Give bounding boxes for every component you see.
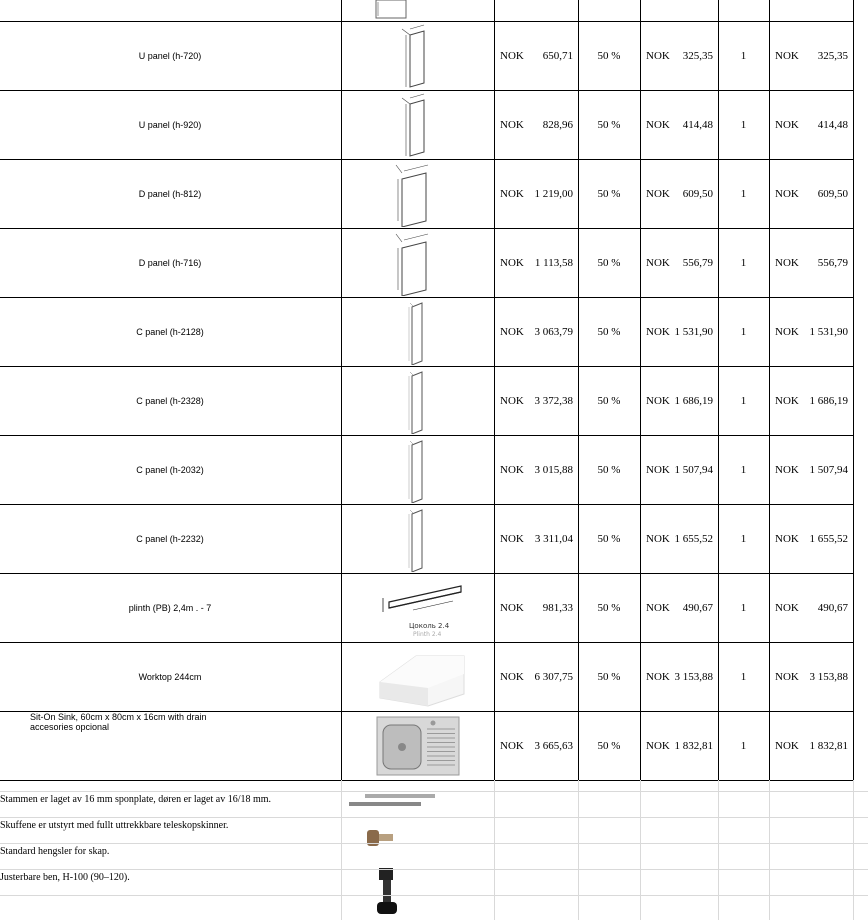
quantity: 1 <box>740 463 747 476</box>
c-panel-image <box>398 437 438 503</box>
discount: 50 % <box>597 532 621 545</box>
discount: 50 % <box>597 739 621 752</box>
currency-label: NOK <box>500 49 524 62</box>
unit-price: 650,71 <box>542 49 573 62</box>
product-image-cell <box>341 21 494 90</box>
grid-line <box>853 780 854 920</box>
unit-price: 3 063,79 <box>534 325 573 338</box>
unit-price: 3 665,63 <box>534 739 573 752</box>
currency-label: NOK <box>500 118 524 131</box>
line-total: 1 832,81 <box>809 739 848 752</box>
table-row <box>0 90 855 159</box>
discounted-price: 490,67 <box>682 601 713 614</box>
sink-image <box>375 715 461 777</box>
currency-label: NOK <box>646 394 670 407</box>
currency-label: NOK <box>500 670 524 683</box>
grid-line <box>0 504 854 505</box>
product-image-cell <box>341 435 494 504</box>
table-row <box>0 366 855 435</box>
c-panel-image <box>398 299 438 365</box>
quantity: 1 <box>740 394 747 407</box>
grid-line <box>769 0 770 780</box>
product-name: C panel (h-2128) <box>136 326 204 337</box>
line-total: 609,50 <box>817 187 848 200</box>
discounted-price: 414,48 <box>682 118 713 131</box>
quantity: 1 <box>740 601 747 614</box>
line-total: 1 531,90 <box>809 325 848 338</box>
grid-line <box>0 869 868 870</box>
grid-line <box>0 843 868 844</box>
currency-label: NOK <box>646 463 670 476</box>
svg-text:Цоколь 2.4: Цоколь 2.4 <box>408 621 449 630</box>
currency-label: NOK <box>500 463 524 476</box>
product-image-cell <box>341 642 494 711</box>
grid-line <box>341 780 342 920</box>
currency-label: NOK <box>646 601 670 614</box>
discounted-price: 3 153,88 <box>674 670 713 683</box>
grid-line <box>0 90 854 91</box>
currency-label: NOK <box>775 256 799 269</box>
unit-price: 3 015,88 <box>534 463 573 476</box>
grid-line <box>0 21 854 22</box>
table-row <box>0 297 855 366</box>
quantity: 1 <box>740 118 747 131</box>
unit-price: 1 219,00 <box>534 187 573 200</box>
discount: 50 % <box>597 187 621 200</box>
grid-line <box>578 0 579 780</box>
line-total: 325,35 <box>817 49 848 62</box>
unit-price: 1 113,58 <box>534 256 573 269</box>
grid-line <box>769 780 770 920</box>
line-total: 1 655,52 <box>809 532 848 545</box>
product-name: Worktop 244cm <box>138 671 202 682</box>
discounted-price: 325,35 <box>682 49 713 62</box>
grid-line <box>0 642 854 643</box>
u-panel-image <box>388 92 448 158</box>
grid-line <box>0 780 854 781</box>
line-total: 1 686,19 <box>809 394 848 407</box>
unit-price: 3 372,38 <box>534 394 573 407</box>
discounted-price: 1 531,90 <box>674 325 713 338</box>
discounted-price: 609,50 <box>682 187 713 200</box>
product-name: U panel (h-920) <box>138 119 202 130</box>
currency-label: NOK <box>646 670 670 683</box>
sink-product-name: Sit-On Sink, 60cm x 80cm x 16cm with drain accesories opcional <box>30 712 207 732</box>
currency-label: NOK <box>500 256 524 269</box>
spec-note: Skuffene er utstyrt med fullt uttrekkbare teleskopskinner. <box>0 820 229 831</box>
currency-label: NOK <box>775 394 799 407</box>
d-panel-image <box>388 230 448 296</box>
grid-line <box>718 780 719 920</box>
discounted-price: 1 507,94 <box>674 463 713 476</box>
line-total: 1 507,94 <box>809 463 848 476</box>
currency-label: NOK <box>646 118 670 131</box>
product-name: C panel (h-2032) <box>136 464 204 475</box>
currency-label: NOK <box>646 49 670 62</box>
unit-price: 828,96 <box>542 118 573 131</box>
product-image-cell <box>341 297 494 366</box>
grid-line <box>494 780 495 920</box>
product-name: D panel (h-812) <box>138 188 202 199</box>
product-name: D panel (h-716) <box>138 257 202 268</box>
grid-line <box>0 573 854 574</box>
currency-label: NOK <box>775 601 799 614</box>
product-name: C panel (h-2328) <box>136 395 204 406</box>
product-image-cell <box>341 159 494 228</box>
currency-label: NOK <box>646 532 670 545</box>
grid-line <box>578 780 579 920</box>
table-row <box>0 504 855 573</box>
unit-price: 981,33 <box>542 601 573 614</box>
product-image-cell <box>341 90 494 159</box>
currency-label: NOK <box>775 325 799 338</box>
discounted-price: 1 655,52 <box>674 532 713 545</box>
discounted-price: 1 832,81 <box>674 739 713 752</box>
product-name: U panel (h-720) <box>138 50 202 61</box>
c-panel-image <box>398 368 438 434</box>
grid-line <box>640 780 641 920</box>
grid-line <box>341 0 342 780</box>
currency-label: NOK <box>500 394 524 407</box>
spec-note: Standard hengsler for skap. <box>0 846 110 857</box>
quantity: 1 <box>740 49 747 62</box>
product-name: plinth (PB) 2,4m . - 7 <box>128 602 212 613</box>
c-panel-image <box>398 506 438 572</box>
quantity: 1 <box>740 187 747 200</box>
grid-line <box>0 711 854 712</box>
svg-text:Plinth 2.4: Plinth 2.4 <box>412 630 441 638</box>
plinth-image <box>373 578 463 638</box>
product-name: C panel (h-2232) <box>136 533 204 544</box>
line-total: 556,79 <box>817 256 848 269</box>
product-image-cell <box>341 573 494 642</box>
currency-label: NOK <box>646 325 670 338</box>
currency-label: NOK <box>500 532 524 545</box>
u-panel-image <box>388 23 448 89</box>
grid-line <box>0 791 868 792</box>
line-total: 414,48 <box>817 118 848 131</box>
currency-label: NOK <box>500 325 524 338</box>
quantity: 1 <box>740 325 747 338</box>
grid-line <box>0 895 868 896</box>
currency-label: NOK <box>646 256 670 269</box>
grid-line <box>0 297 854 298</box>
discounted-price: 556,79 <box>682 256 713 269</box>
currency-label: NOK <box>500 187 524 200</box>
grid-line <box>0 159 854 160</box>
grid-line <box>853 0 854 780</box>
currency-label: NOK <box>646 187 670 200</box>
grid-line <box>494 0 495 780</box>
discounted-price: 1 686,19 <box>674 394 713 407</box>
discount: 50 % <box>597 118 621 131</box>
product-image-cell <box>341 366 494 435</box>
grid-line <box>0 366 854 367</box>
discount: 50 % <box>597 49 621 62</box>
spec-note: Justerbare ben, H-100 (90–120). <box>0 872 130 883</box>
grid-line <box>0 435 854 436</box>
product-image-cell <box>341 504 494 573</box>
unit-price: 6 307,75 <box>534 670 573 683</box>
currency-label: NOK <box>775 187 799 200</box>
discount: 50 % <box>597 463 621 476</box>
discount: 50 % <box>597 670 621 683</box>
unit-price: 3 311,04 <box>534 532 573 545</box>
adjustable-leg-icon <box>345 868 445 918</box>
quantity: 1 <box>740 256 747 269</box>
currency-label: NOK <box>775 118 799 131</box>
discount: 50 % <box>597 601 621 614</box>
grid-line <box>718 0 719 780</box>
currency-label: NOK <box>646 739 670 752</box>
currency-label: NOK <box>500 739 524 752</box>
product-image-cell <box>341 711 494 780</box>
worktop-image <box>368 644 468 710</box>
quantity: 1 <box>740 670 747 683</box>
table-row <box>0 228 855 297</box>
table-row <box>0 642 855 711</box>
quantity: 1 <box>740 739 747 752</box>
line-total: 490,67 <box>817 601 848 614</box>
grid-line <box>0 817 868 818</box>
currency-label: NOK <box>775 532 799 545</box>
discount: 50 % <box>597 394 621 407</box>
currency-label: NOK <box>775 670 799 683</box>
d-panel-image <box>388 161 448 227</box>
currency-label: NOK <box>500 601 524 614</box>
product-image-cell <box>341 228 494 297</box>
cabinet-image-partial <box>370 0 415 22</box>
grid-line <box>0 228 854 229</box>
discount: 50 % <box>597 325 621 338</box>
grid-line <box>640 0 641 780</box>
currency-label: NOK <box>775 463 799 476</box>
quantity: 1 <box>740 532 747 545</box>
table-row <box>0 573 855 642</box>
line-total: 3 153,88 <box>809 670 848 683</box>
currency-label: NOK <box>775 49 799 62</box>
spec-note: Stammen er laget av 16 mm sponplate, døren er laget av 16/18 mm. <box>0 794 272 805</box>
table-row <box>0 21 855 90</box>
discount: 50 % <box>597 256 621 269</box>
table-row <box>0 435 855 504</box>
table-row <box>0 159 855 228</box>
currency-label: NOK <box>775 739 799 752</box>
